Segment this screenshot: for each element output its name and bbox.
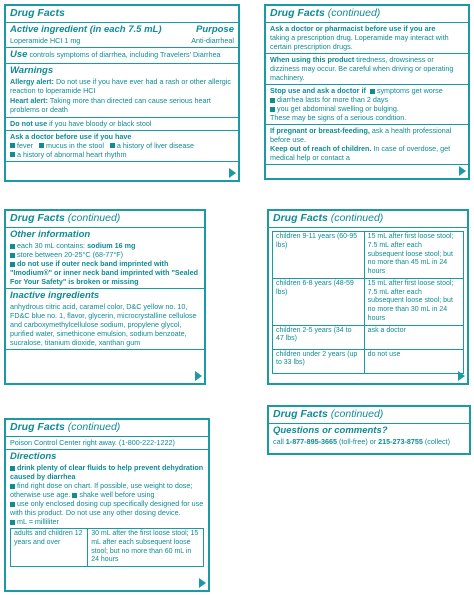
keep-out-label: Keep out of reach of children. xyxy=(270,144,372,154)
drug-facts-panel-4 xyxy=(267,209,469,385)
do-not-use-label: Do not use xyxy=(10,118,48,128)
ingredient-name: Loperamide HCI 1 mg xyxy=(10,36,81,45)
inactive-ingredients-section xyxy=(6,289,204,350)
sodium-value: sodium 16 mg xyxy=(87,241,136,250)
pregnancy-section xyxy=(266,125,468,165)
continue-arrow-icon xyxy=(229,168,236,178)
table-row xyxy=(11,529,204,567)
panel-title-text: Drug Facts xyxy=(273,408,328,420)
questions-heading: Questions or comments? xyxy=(273,425,388,437)
continued-label: (continued) xyxy=(67,212,121,224)
bullet-icon xyxy=(10,520,15,525)
continue-arrow-icon xyxy=(459,166,466,176)
ask-pharmacist-section xyxy=(266,23,468,54)
purpose-heading: Purpose xyxy=(195,24,234,36)
drug-facts-panel-2 xyxy=(264,4,470,180)
allergy-alert-text: Do not use if you have ever had a rash or other allergic reaction to loperamide HCI xyxy=(10,76,231,95)
use-text: controls symptoms of diarrhea, including Travelers' Diarrhea xyxy=(29,50,221,59)
heart-alert-text: Taking more than directed can cause serious heart problems or death xyxy=(10,95,211,114)
call-label: call xyxy=(273,437,284,446)
heart-alert-label: Heart alert: xyxy=(10,95,48,105)
dose-cell: ask a doctor xyxy=(364,325,463,349)
use-section xyxy=(6,48,238,64)
age-cell: children 9-11 years (60-95 lbs) xyxy=(273,232,365,279)
ask-pharmacist-label: Ask a doctor or pharmacist before use if you are xyxy=(270,24,436,34)
continued-label: (continued) xyxy=(330,408,384,420)
directions-section xyxy=(6,450,208,569)
inactive-ingredients-text: anhydrous citric acid, caramel color, D&C yellow no. 10, FD&C blue no. 1, flavor, glycerin, microcrystalline cellulose and carboxymethylcellulose sodium, propylene glycol, purified water, simethicone emulsion, sodium benzoate, sucralose, titanium dioxide, xanthan gum xyxy=(10,301,197,347)
inactive-ingredients-heading: Inactive ingredients xyxy=(10,290,100,301)
do-not-use-text: if you have bloody or black stool xyxy=(49,118,152,128)
bullet-icon xyxy=(10,152,15,157)
drug-facts-panel-5 xyxy=(4,418,210,592)
collect-label: (collect) xyxy=(424,437,451,446)
panel-title-text: Drug Facts xyxy=(10,212,65,224)
ask-doctor-label: Ask a doctor before use if you have xyxy=(10,131,132,141)
panel-title xyxy=(269,211,467,228)
direction-item: find right dose on chart. If possible, use weight to dose; otherwise use age. xyxy=(10,481,193,499)
other-information-heading: Other information xyxy=(10,229,91,241)
other-information-section xyxy=(6,228,204,289)
bullet-icon xyxy=(270,107,275,112)
adult-dosage-table xyxy=(10,528,204,567)
poison-control-text: Poison Control Center right away. (1-800-222-1222) xyxy=(6,437,208,450)
bullet-icon xyxy=(10,262,15,267)
ask-pharmacist-text: taking a prescription drug. Loperamide may interact with certain prescription drugs. xyxy=(270,33,449,52)
panel-title-text: Drug Facts xyxy=(10,421,65,433)
condition-item: fever xyxy=(17,140,33,150)
bullet-icon xyxy=(370,89,375,94)
direction-item: shake well before using xyxy=(79,490,155,499)
keep-out-text: In case of overdose, get medical help or contact a xyxy=(270,144,451,163)
table-row xyxy=(273,232,464,279)
bullet-icon xyxy=(270,98,275,103)
panel-title-text: Drug Facts xyxy=(273,212,328,224)
tamper-warning: do not use if outer neck band imprinted with "Imodium®" or inner neck band imprinted with "Sealed For Your Safety" is broken or missing xyxy=(10,259,199,286)
direction-item: mL = milliliter xyxy=(17,517,59,526)
panel-title-text: Drug Facts xyxy=(270,7,325,19)
toll-free-label: (toll-free) or xyxy=(338,437,377,446)
panel-title xyxy=(6,211,204,228)
age-cell: children under 2 years (up to 33 lbs) xyxy=(273,349,365,373)
bullet-icon xyxy=(10,484,15,489)
bullet-icon xyxy=(10,244,15,249)
bullet-icon xyxy=(10,143,15,148)
age-cell: adults and children 12 years and over xyxy=(11,529,88,567)
bullet-icon xyxy=(10,253,15,258)
drug-facts-panel-1 xyxy=(4,4,240,182)
continued-label: (continued) xyxy=(327,7,381,19)
use-heading: Use xyxy=(10,49,28,60)
continued-label: (continued) xyxy=(67,421,121,433)
dose-cell: do not use xyxy=(364,349,463,373)
dose-cell: 15 mL after first loose stool; 7.5 mL after each subsequent loose stool; but no more than 45 mL in 24 hours xyxy=(364,232,463,279)
when-using-label: When using this product xyxy=(270,55,355,65)
warnings-section xyxy=(6,64,238,118)
age-cell: children 6-8 years (48-59 lbs) xyxy=(273,278,365,325)
stop-note: These may be signs of a serious condition. xyxy=(270,113,407,123)
pregnancy-label: If pregnant or breast-feeding, xyxy=(270,126,370,136)
dose-cell: 15 mL after first loose stool; 7.5 mL after each subsequent loose stool; but no more than 30 mL in 24 hours xyxy=(364,278,463,325)
bullet-icon xyxy=(10,466,15,471)
bullet-icon xyxy=(39,143,44,148)
panel-title xyxy=(266,6,468,23)
phone-toll-free[interactable]: 1-877-895-3665 xyxy=(285,437,337,446)
do-not-use-section xyxy=(6,118,238,131)
stop-use-section xyxy=(266,85,468,125)
panel-title xyxy=(269,407,469,424)
continue-arrow-icon xyxy=(458,371,465,381)
age-cell: children 2-5 years (34 to 47 lbs) xyxy=(273,325,365,349)
condition-item: mucus in the stool xyxy=(45,140,104,150)
table-row xyxy=(273,278,464,325)
warnings-heading: Warnings xyxy=(10,64,54,76)
active-ingredient-heading: Active ingredient (in each 7.5 mL) xyxy=(10,24,162,36)
sodium-label: each 30 mL contains: xyxy=(17,241,86,250)
stop-item: symptoms get worse xyxy=(376,86,443,96)
bullet-icon xyxy=(10,502,15,507)
panel-title: Drug Facts xyxy=(6,6,238,23)
stop-item: you get abdominal swelling or bulging. xyxy=(277,104,399,114)
bullet-icon xyxy=(72,493,77,498)
direction-item: drink plenty of clear fluids to help prevent dehydration caused by diarrhea xyxy=(10,463,204,481)
allergy-alert-label: Allergy alert: xyxy=(10,76,54,86)
storage-info: store between 20-25°C (68-77°F) xyxy=(17,250,124,259)
phone-collect[interactable]: 215-273-8755 xyxy=(378,437,423,446)
table-row xyxy=(273,349,464,373)
ingredient-purpose: Anti-diarrheal xyxy=(191,36,234,45)
pregnancy-text: ask a health professional before use. xyxy=(270,126,452,145)
stop-use-label: Stop use and ask a doctor if xyxy=(270,86,366,96)
stop-item: diarrhea lasts for more than 2 days xyxy=(277,95,389,105)
directions-heading: Directions xyxy=(10,451,57,463)
drug-facts-panel-3 xyxy=(4,209,206,385)
condition-item: a history of liver disease xyxy=(116,140,195,150)
active-ingredient-section xyxy=(6,23,238,48)
panel-title xyxy=(6,420,208,437)
when-using-section xyxy=(266,54,468,85)
dosage-table xyxy=(272,231,464,374)
continue-arrow-icon xyxy=(199,578,206,588)
when-using-text: tiredness, drowsiness or dizziness may occur. Be careful when driving or operating machinery. xyxy=(270,55,454,83)
bullet-icon xyxy=(110,143,115,148)
drug-facts-panel-6 xyxy=(267,405,471,455)
condition-item: a history of abnormal heart rhythm xyxy=(17,149,127,159)
dose-cell: 30 mL after the first loose stool; 15 mL after each subsequent loose stool; but no more than 60 mL in 24 hours xyxy=(88,529,204,567)
direction-item: use only enclosed dosing cup specifically designed for use with this product. Do not use any other dosing device. xyxy=(10,499,204,517)
ask-doctor-section xyxy=(6,131,238,162)
continued-label: (continued) xyxy=(330,212,384,224)
table-row xyxy=(273,325,464,349)
continue-arrow-icon xyxy=(195,371,202,381)
